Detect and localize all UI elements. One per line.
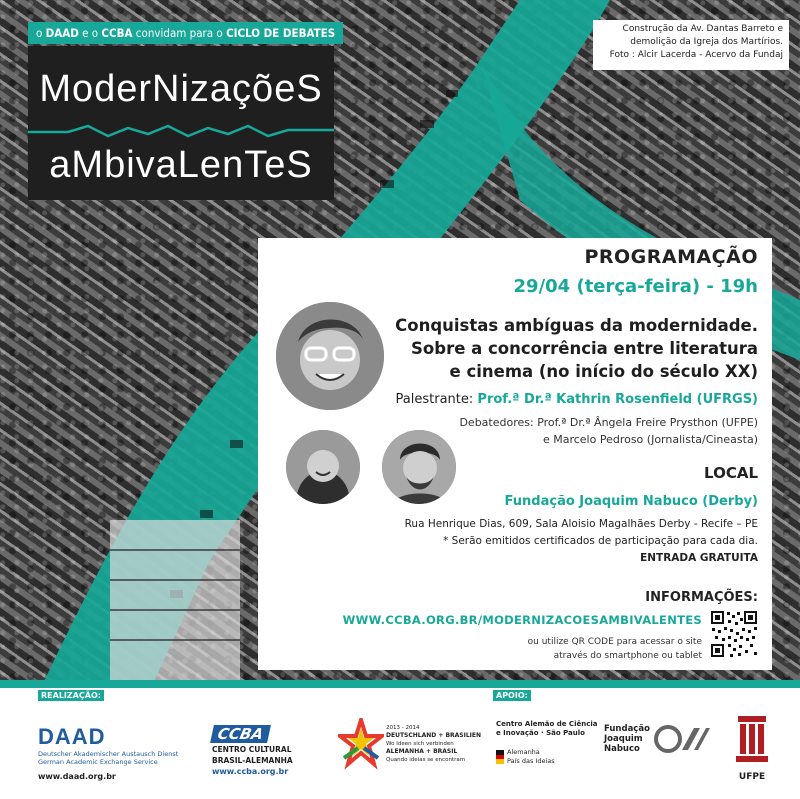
qr-instruction-line: através do smartphone ou tablet (553, 651, 702, 661)
location-heading: LOCAL (704, 464, 758, 482)
debaters-line: Debatedores: Prof.ª Dr.ª Ângela Freire Prysthon (UFPE) (459, 416, 758, 429)
dwih-line: País das Ideias (507, 757, 555, 765)
qr-instruction-line: ou utilize QR CODE para acessar o site (527, 637, 702, 647)
certificate-note: * Serão emitidos certificados de participação para cada dia. (443, 535, 758, 547)
credit-line: Foto : Alcir Lacerda - Acervo da Fundaj (609, 50, 783, 60)
talk-title-line: Sobre a concorrência entre literatura (411, 339, 758, 358)
event-url-link[interactable]: WWW.CCBA.ORG.BR/MODERNIZACOESAMBIVALENTES (342, 613, 702, 627)
ufpe-logo (732, 714, 772, 782)
star-icon (338, 718, 384, 770)
info-heading: INFORMAÇÕES: (645, 590, 758, 605)
daad-site-link[interactable]: www.daad.org.br (38, 772, 116, 781)
invite-text: convidam para o (135, 26, 223, 40)
ccba-logo[interactable] (212, 724, 322, 776)
debater-photo-1 (286, 430, 360, 504)
event-title-line2: aMbivaLenTeS (49, 144, 313, 186)
ccba-mark: CCBA (210, 725, 271, 743)
daad-subtitle: German Academic Exchange Service (38, 758, 158, 766)
speaker-name: Prof.ª Dr.ª Kathrin Rosenfield (UFRGS) (477, 392, 758, 407)
invite-ccba: CCBA (101, 26, 133, 40)
year-text (386, 724, 481, 764)
talk-title (378, 314, 758, 383)
free-entry: ENTRADA GRATUITA (640, 552, 758, 564)
debaters (459, 414, 758, 448)
invite-daad: DAAD (45, 26, 79, 40)
talk-title-line: Conquistas ambíguas da modernidade. (395, 316, 758, 335)
ccba-text: BRASIL-ALEMANHA (212, 756, 293, 765)
invite-event: CICLO DE DEBATES (226, 26, 336, 40)
event-title-line1: ModerNizaçõeS (39, 68, 323, 110)
ufpe-crest-icon (732, 714, 772, 766)
debater-photo-2 (382, 430, 456, 504)
year-dates: 2013 - 2014 (386, 725, 420, 731)
dwih-line: e Inovação · São Paulo (496, 729, 585, 737)
qr-instructions (528, 635, 702, 663)
speaker-label: Palestrante: (395, 392, 474, 407)
ccba-text: CENTRO CULTURAL (212, 745, 292, 754)
dwih-logo (496, 720, 597, 766)
program-heading: PROGRAMAÇÃO (584, 246, 758, 268)
credit-line: Construção da Av. Dantas Barreto e (622, 24, 783, 34)
invite-text: e o (82, 26, 99, 40)
speaker-line (396, 392, 758, 407)
qr-code-icon[interactable] (710, 610, 758, 658)
year-line: Wo Ideen sich verbinden (386, 741, 454, 747)
address-line: Rua Henrique Dias, 609, Sala Aloisio Magalhães Derby - Recife – PE (404, 518, 758, 530)
fundaj-symbol-icon (654, 724, 712, 754)
german-flag-icon (496, 750, 504, 764)
year-line: ALEMANHA + BRASIL (386, 748, 458, 755)
year-line: Quando ideias se encontram (386, 757, 466, 763)
fundaj-line: Joaquim (604, 734, 643, 744)
year-line: DEUTSCHLAND + BRASILIEN (386, 732, 482, 739)
address-block (405, 516, 758, 567)
ccba-site-link[interactable]: www.ccba.org.br (212, 767, 289, 776)
event-title-box (28, 46, 334, 200)
program-panel (258, 238, 772, 670)
credit-line: demolição da Igreja dos Martírios. (630, 37, 783, 47)
support-label: APOIO: (493, 690, 531, 701)
daad-subtitle: Deutscher Akademischer Austausch Dienst (38, 750, 179, 758)
talk-title-line: e cinema (no início do século XX) (449, 362, 758, 381)
daad-name: DAAD (38, 724, 106, 749)
photo-credit (593, 20, 789, 70)
realization-label: REALIZAÇÃO: (38, 690, 104, 701)
venue-name: Fundação Joaquim Nabuco (Derby) (504, 494, 758, 509)
zigzag-divider (28, 118, 334, 144)
invite-text: o (36, 26, 43, 40)
invite-banner (28, 22, 343, 44)
dwih-line: Alemanha (507, 748, 540, 756)
germany-brazil-year-logo (338, 718, 482, 774)
daad-logo[interactable] (38, 724, 178, 781)
fundaj-line: Nabuco (604, 744, 640, 754)
ufpe-label: UFPE (738, 772, 766, 782)
event-date: 29/04 (terça-feira) - 19h (513, 276, 758, 297)
debaters-line: e Marcelo Pedroso (Jornalista/Cineasta) (542, 433, 758, 446)
fundaj-line: Fundação (604, 724, 650, 734)
fundaj-logo (604, 724, 712, 754)
footer-divider (0, 680, 800, 688)
speaker-photo (276, 302, 384, 410)
dwih-line: Centro Alemão de Ciência (496, 720, 598, 728)
